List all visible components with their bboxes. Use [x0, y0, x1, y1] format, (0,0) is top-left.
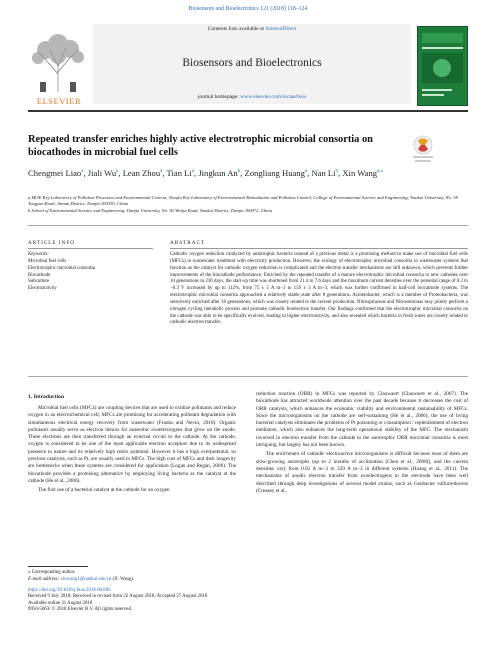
- body-paragraph: Microbial fuel cells (MFCs) are coupling devices that are used to oxidize pollutants and reduce oxygen in an electrochemical cell; MFCs are promising for accelerating pollutant degradation with simultaneous electrical energy recovery from wastewater (Franks and Nevin, 2010). Organic pollutants usually serve as electron donors for anaerobic exoelectrogens that grow on the anode. These electrons are then transferred through an external circuit to the cathode. At the cathode, oxygen is considered to be one of the most applicable electron acceptors due to its widespread presence in nature and its relatively high redox potential. However it has a high overpotential, so precious catalysts, such as Pt, are usually used in MFCs. The high cost of MFCs and their longevity are bottlenecks when these systems are considered for application (Logan and Regan, 2006). The biocathode provides a promising alternative by employing living bacteria as the catalyst at the cathode (He et al., 2006).: [28, 405, 236, 484]
- doi-link[interactable]: https://doi.org/10.1016/j.bios.2018.08.066: [28, 588, 111, 593]
- author-name: Jiali Wu: [87, 167, 117, 178]
- author-name: Chengmei Liao: [28, 167, 82, 178]
- email-link[interactable]: xinwang1@nankai.edu.cn: [60, 576, 112, 582]
- received-dates: Received 9 July 2018; Received in revised form 22 August 2018; Accepted 27 August 2018: [28, 594, 208, 600]
- author-affiliation-mark[interactable]: a: [81, 169, 84, 174]
- journal-title: Biosensors and Bioelectronics: [182, 57, 322, 69]
- author-affiliation-mark[interactable]: b: [335, 169, 339, 174]
- footnote-corresponding-line: [28, 570, 134, 577]
- keyword-item: Electroactivity: [28, 286, 57, 292]
- keyword-item: Biocathode: [28, 272, 51, 278]
- affiliation-divider: [28, 225, 468, 226]
- affiliation-list: [28, 195, 468, 214]
- contents-prefix: Contents lists available at: [207, 26, 266, 32]
- author-affiliation-mark[interactable]: a,⁎: [377, 169, 384, 174]
- homepage-line: [93, 94, 411, 100]
- email-suffix: (X. Wang).: [111, 576, 135, 582]
- email-label: E-mail address:: [28, 576, 61, 582]
- check-for-updates-icon[interactable]: [412, 135, 434, 163]
- copyright-line: 0956-5663/ © 2018 Elsevier B.V. All rights reserved.: [28, 607, 133, 613]
- article-info-label: ARTICLE INFO: [28, 240, 75, 246]
- body-column-left: [28, 405, 236, 497]
- body-paragraph: The enrichment of cathodic electroactive microorganisms is difficult because most of them are slow-growing autotrophs (up to 2 months of acclimation (Chen et al., 2008)), and the current densities vary from 0.02 A m−3 to 329 A m−3 in different systems (Huang et al., 2011). The mechanisms of anodic electron transfer from exoelectrogens to the electrode have been well described through deep investigations of several model strains, such as Geobacter sulfurreducens (Creasey et al.,: [256, 451, 468, 494]
- author-affiliation-mark[interactable]: b: [237, 169, 241, 174]
- footnote-corresponding: Corresponding author.: [31, 570, 76, 575]
- author-list: Chengmei Liao$^a$, Jiali Wu$^a$, Lean Zhou$^a$, Tian Li$^a$, Jingkun An$^b$, Zongliang Huang$^a$, Nan Li$^b$, Xin Wang$^{a,⁎}$: [28, 167, 384, 178]
- section-heading-introduction: 1. Introduction: [28, 394, 64, 400]
- footnote-email-line: [28, 577, 134, 584]
- author-name: Tian Li: [166, 167, 192, 178]
- body-column-right: [256, 391, 468, 497]
- author-affiliation-mark[interactable]: a: [160, 169, 163, 174]
- keyword-item: Microbial fuel cells: [28, 259, 67, 264]
- keywords-list: [28, 259, 95, 293]
- running-head: [0, 6, 496, 12]
- footnote-divider: [28, 566, 88, 567]
- author-affiliation-mark[interactable]: a: [304, 169, 308, 174]
- keywords-label: Keywords:: [28, 252, 50, 257]
- abstract-text: Cathodic oxygen reduction catalyzed by autotrophic bacteria instead of a precious metal is a promising method to make use of microbial fuel cells (MFCs) in wastewater treatment with electricity production. However, the ecology of electrotrophic microbial consortia in wastewater systems that function as the catalyst for cathodic oxygen reduction is complicated and the electron transfer mechanisms are still unknown, which prevents further improvements of the biocathode performance. Enriched by the repeated transfer of a mature electrotrophic microbial consortia to new cathodes over 10 generations in 230 days, the start-up time was shortened from 21.4 to 7.6 days and the maximum current densities over the potential range of 0.3 to −0.3 V increased by up to 112%, from 75 ± 5 A m−3 to 159 ± 3 A m−3, which was further confirmed in half-cell biocathode systems. The electrotrophic microbial consortia approached a relatively stable state after 8 generations. Acinetobacter, which is a member of Proteobacteria, was selectively enriched after 10 generations, which was closely related to the current production. Nitrospiraceae and Nitrosomonas may jointly perform a nitrogen cycling metabolic process and promote cathodic bioelectron transfer. Our findings confirmed that the electrotrophic microbial consortia on the cathode was able to be specifically evolved, leading to higher electroactivity, and also revealed which bacteria in fresh water are closely related to cathodic electron transfer.: [170, 252, 468, 326]
- elsevier-tree-logo: [28, 24, 88, 94]
- header-divider: [28, 110, 468, 112]
- corresponding-author-footnote: [28, 570, 134, 584]
- body-paragraph: reduction reaction (ORR) in MFCs was reported by Clauwaert (Clauwaert et al., 2007). The biocathode has attracted worldwide attention over the past decade because it decreases the cost of ORR catalysts, which enhances the economic viability and environmental sustainability of MFCs. Since the microorganisms on the cathode are self-sustaining (He et al., 2006), the use of living bacterial catalysts eliminates the problems of Pt poisoning or consumption / replenishment of electron mediators, which also enhances the long-term operational stability of the MFC. The mechanism involved in electron transfer from the cathode to the autotrophic ORR microbial consortia is most intriguing, but largely has not been known.: [256, 391, 468, 449]
- abstract-divider: [170, 248, 468, 249]
- body-divider: [28, 376, 468, 377]
- keyword-item: Subculture: [28, 279, 50, 285]
- homepage-prefix: journal homepage:: [197, 94, 241, 100]
- author-name: Lean Zhou: [122, 167, 161, 178]
- contents-line: [93, 26, 411, 32]
- author-affiliation-mark[interactable]: a: [191, 169, 195, 174]
- author-name: Jingkun An: [198, 167, 238, 178]
- keyword-item: Electrotrophic microbial consortia: [28, 265, 96, 271]
- publication-info: [28, 588, 207, 614]
- available-online: Available online 31 August 2018: [28, 600, 93, 606]
- publisher-wordmark: ELSEVIER: [36, 96, 82, 106]
- affiliation-a: a MOE Key Laboratory of Pollution Processes and Environmental Criteria, Tianjin Key Laboratory of Environmental Remediation and Pollution Control, College of Environmental Science and Engineering, Nankai University, No. 38 Tongyan Road, Jinnan District, Tianjin 300350, China: [28, 195, 458, 207]
- journal-cover-thumbnail[interactable]: [417, 26, 468, 106]
- paper-title: Repeated transfer enriches highly active electrotrophic microbial consortia on biocathodes in microbial fuel cells: [28, 134, 373, 158]
- abstract-label: ABSTRACT: [170, 240, 206, 246]
- article-info-divider: [28, 248, 153, 249]
- affiliation-b: b School of Environmental Science and Engineering, Tianjin University, No. 92 Weijin Road, Nankai District, Tianjin 300072, China: [28, 207, 273, 213]
- running-head-journal-link[interactable]: Biosensors and Bioelectronics 121 (2018) 118–124: [188, 6, 308, 12]
- author-name: Xin Wang: [342, 167, 378, 178]
- author-affiliation-mark[interactable]: a: [116, 169, 119, 174]
- homepage-link[interactable]: www.elsevier.com/locate/bios: [240, 94, 307, 100]
- author-name: Zongliang Huang: [244, 167, 305, 178]
- body-paragraph: The first use of a bacterial catalyst at the cathode for an oxygen: [38, 487, 170, 494]
- sciencedirect-link[interactable]: ScienceDirect: [265, 26, 297, 32]
- footnote-marker: ⁎: [28, 570, 31, 575]
- author-name: Nan Li: [311, 167, 336, 178]
